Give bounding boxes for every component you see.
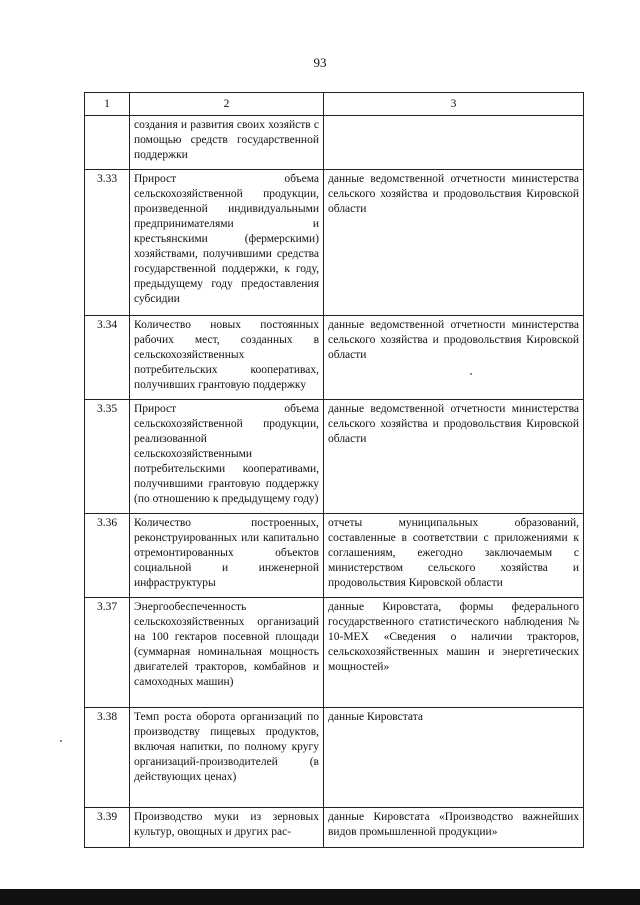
table-row: [85, 808, 584, 848]
row-number: 3.39: [85, 808, 130, 848]
indicator-cell: Прирост объема сельскохозяйственной продукции, реализованной сельскохозяйственными потребительскими кооперативами, получившими грантовую поддержку (по отношению к предыдущему году): [130, 400, 324, 514]
row-number: 3.33: [85, 170, 130, 316]
table-row: [85, 170, 584, 316]
scan-edge-bar: [0, 889, 640, 905]
indicators-table: [84, 92, 584, 848]
table-header-row: [85, 93, 584, 116]
header-col-1: 1: [85, 93, 130, 116]
table-row: [85, 400, 584, 514]
table-row: [85, 116, 584, 170]
indicator-cell: Производство муки из зерновых культур, овощных и других рас-: [130, 808, 324, 848]
header-col-3: 3: [324, 93, 584, 116]
table-row: [85, 514, 584, 598]
row-number: 3.34: [85, 316, 130, 400]
indicator-cell: Количество новых постоянных рабочих мест, созданных в сельскохозяйственных потребительских кооперативах, получивших грантовую поддержку: [130, 316, 324, 400]
row-number: [85, 116, 130, 170]
page-number: 93: [313, 55, 327, 70]
scan-speck: [470, 373, 472, 375]
source-cell: отчеты муниципальных образований, составленные в соответствии с приложениями к соглашениям, ежегодно заключаемым с министерством сельского хозяйства и продовольствия Кировской области: [324, 514, 584, 598]
indicator-cell: Темп роста оборота организаций по производству пищевых продуктов, включая напитки, по полному кругу организаций-производителей (в действующих ценах): [130, 708, 324, 808]
row-number: 3.36: [85, 514, 130, 598]
source-cell: данные Кировстата, формы федерального государственного статистического наблюдения № 10-МЕХ «Сведения о наличии тракторов, сельскохозяйственных машин и энергетических мощностей»: [324, 598, 584, 708]
source-cell: [324, 116, 584, 170]
source-cell: данные ведомственной отчетности министерства сельского хозяйства и продовольствия Кировской области: [324, 400, 584, 514]
table-row: [85, 316, 584, 400]
source-cell: данные Кировстата: [324, 708, 584, 808]
indicator-cell: Прирост объема сельскохозяйственной продукции, произведенной индивидуальными предпринимателями и крестьянскими (фермерскими) хозяйствами, получившими средства государственной поддержки, к году, предыдущему году предоставления субсидии: [130, 170, 324, 316]
indicator-cell: создания и развития своих хозяйств с помощью средств государственной поддержки: [130, 116, 324, 170]
scan-speck: [60, 740, 62, 742]
source-cell: данные Кировстата «Производство важнейших видов промышленной продукции»: [324, 808, 584, 848]
table-row: [85, 708, 584, 808]
source-cell: данные ведомственной отчетности министерства сельского хозяйства и продовольствия Кировской области: [324, 316, 584, 400]
indicator-cell: Количество построенных, реконструированных или капитально отремонтированных объектов социальной и инженерной инфраструктуры: [130, 514, 324, 598]
header-col-2: 2: [130, 93, 324, 116]
indicator-cell: Энергообеспеченность сельскохозяйственных организаций на 100 гектаров посевной площади (суммарная номинальная мощность двигателей тракторов, комбайнов и самоходных машин): [130, 598, 324, 708]
source-cell: данные ведомственной отчетности министерства сельского хозяйства и продовольствия Кировской области: [324, 170, 584, 316]
table-row: [85, 598, 584, 708]
row-number: 3.37: [85, 598, 130, 708]
row-number: 3.35: [85, 400, 130, 514]
row-number: 3.38: [85, 708, 130, 808]
